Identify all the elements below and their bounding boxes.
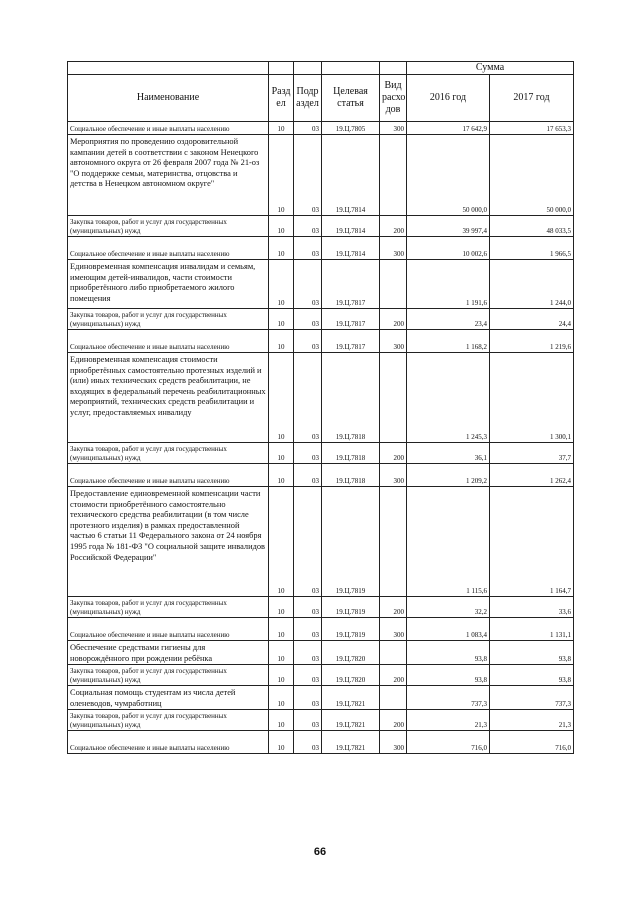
table-row xyxy=(68,443,574,464)
row-target: 19.Ц.7819 xyxy=(322,618,380,641)
row-value-2017: 1 164,7 xyxy=(490,487,574,597)
table-header xyxy=(68,62,574,122)
row-razdel: 10 xyxy=(269,731,294,754)
header-podrazdel: Подр аздел xyxy=(294,75,322,122)
row-value-2016: 10 002,6 xyxy=(407,237,490,260)
row-name: Единовременная компенсация инвалидам и семьям, имеющим детей-инвалидов, части стоимости приобретённого либо приобретаемого жилого помещения xyxy=(68,260,269,309)
row-target: 19.Ц.7821 xyxy=(322,731,380,754)
row-vid: 200 xyxy=(380,597,407,618)
row-vid: 300 xyxy=(380,330,407,353)
row-value-2017: 33,6 xyxy=(490,597,574,618)
row-podrazdel: 03 xyxy=(294,665,322,686)
row-value-2016: 36,1 xyxy=(407,443,490,464)
row-value-2016: 737,3 xyxy=(407,686,490,710)
row-name: Социальное обеспечение и иные выплаты населению xyxy=(68,237,269,260)
row-target: 19.Ц.7818 xyxy=(322,464,380,487)
row-razdel: 10 xyxy=(269,487,294,597)
row-target: 19.Ц.7814 xyxy=(322,237,380,260)
table-row xyxy=(68,731,574,754)
row-value-2016: 1 191,6 xyxy=(407,260,490,309)
row-podrazdel: 03 xyxy=(294,135,322,216)
row-podrazdel: 03 xyxy=(294,353,322,443)
row-vid: 300 xyxy=(380,731,407,754)
table-row xyxy=(68,686,574,710)
table-row xyxy=(68,597,574,618)
header-name-top xyxy=(68,62,269,75)
row-name: Закупка товаров, работ и услуг для государственных (муниципальных) нужд xyxy=(68,443,269,464)
row-target: 19.Ц.7817 xyxy=(322,330,380,353)
budget-table xyxy=(67,61,574,754)
header-vid-top xyxy=(380,62,407,75)
table-row xyxy=(68,216,574,237)
row-vid: 300 xyxy=(380,122,407,135)
row-name: Мероприятия по проведению оздоровительной кампании детей в соответствии с законом Ненецкого автономного округа от 26 февраля 2007 года № 21-оз "О поддержке семьи, материнства, отцовства и детства в Ненецком автономном округе" xyxy=(68,135,269,216)
row-podrazdel: 03 xyxy=(294,443,322,464)
row-name: Закупка товаров, работ и услуг для государственных (муниципальных) нужд xyxy=(68,710,269,731)
row-value-2017: 1 244,0 xyxy=(490,260,574,309)
row-target: 19.Ц.7818 xyxy=(322,353,380,443)
row-razdel: 10 xyxy=(269,353,294,443)
header-2016: 2016 год xyxy=(407,75,490,122)
row-podrazdel: 03 xyxy=(294,216,322,237)
budget-table-sheet xyxy=(67,61,573,754)
row-podrazdel: 03 xyxy=(294,237,322,260)
table-row xyxy=(68,464,574,487)
row-vid xyxy=(380,487,407,597)
row-podrazdel: 03 xyxy=(294,464,322,487)
table-row xyxy=(68,330,574,353)
row-value-2017: 1 219,6 xyxy=(490,330,574,353)
row-vid xyxy=(380,686,407,710)
header-target-top xyxy=(322,62,380,75)
row-vid: 200 xyxy=(380,216,407,237)
row-razdel: 10 xyxy=(269,641,294,665)
row-podrazdel: 03 xyxy=(294,641,322,665)
row-razdel: 10 xyxy=(269,309,294,330)
row-value-2017: 24,4 xyxy=(490,309,574,330)
row-value-2017: 93,8 xyxy=(490,641,574,665)
row-target: 19.Ц.7817 xyxy=(322,309,380,330)
row-target: 19.Ц.7814 xyxy=(322,216,380,237)
row-name: Закупка товаров, работ и услуг для государственных (муниципальных) нужд xyxy=(68,665,269,686)
row-razdel: 10 xyxy=(269,710,294,731)
table-row xyxy=(68,309,574,330)
row-value-2017: 50 000,0 xyxy=(490,135,574,216)
row-name: Социальное обеспечение и иные выплаты населению xyxy=(68,618,269,641)
row-razdel: 10 xyxy=(269,665,294,686)
row-razdel: 10 xyxy=(269,686,294,710)
table-body xyxy=(68,122,574,754)
row-value-2017: 737,3 xyxy=(490,686,574,710)
row-vid xyxy=(380,135,407,216)
row-name: Социальное обеспечение и иные выплаты населению xyxy=(68,731,269,754)
row-value-2016: 1 209,2 xyxy=(407,464,490,487)
row-vid: 300 xyxy=(380,618,407,641)
row-vid: 200 xyxy=(380,309,407,330)
row-razdel: 10 xyxy=(269,260,294,309)
row-razdel: 10 xyxy=(269,464,294,487)
row-vid xyxy=(380,260,407,309)
row-target: 19.Ц.7820 xyxy=(322,665,380,686)
row-value-2016: 1 245,3 xyxy=(407,353,490,443)
row-name: Предоставление единовременной компенсации части стоимости приобретённого самостоятельно технического средства реабилитации (в том числе протезного изделия) в рамках предоставленной частью 6 статьи 11 Федерального закона от 24 ноября 1995 года № 181-ФЗ "О социальной защите инвалидов Российской Федерации" xyxy=(68,487,269,597)
row-value-2016: 716,0 xyxy=(407,731,490,754)
table-row xyxy=(68,237,574,260)
row-target: 19.Ц.7818 xyxy=(322,443,380,464)
header-razdel-top xyxy=(269,62,294,75)
row-value-2016: 39 997,4 xyxy=(407,216,490,237)
header-summa: Сумма xyxy=(407,62,574,75)
header-target: Целевая статья xyxy=(322,75,380,122)
row-value-2016: 23,4 xyxy=(407,309,490,330)
row-razdel: 10 xyxy=(269,122,294,135)
row-razdel: 10 xyxy=(269,618,294,641)
row-razdel: 10 xyxy=(269,330,294,353)
table-row xyxy=(68,135,574,216)
row-value-2016: 93,8 xyxy=(407,641,490,665)
row-podrazdel: 03 xyxy=(294,330,322,353)
row-value-2016: 50 000,0 xyxy=(407,135,490,216)
row-podrazdel: 03 xyxy=(294,122,322,135)
row-target: 19.Ц.7821 xyxy=(322,686,380,710)
row-target: 19.Ц.7819 xyxy=(322,597,380,618)
table-row xyxy=(68,641,574,665)
row-podrazdel: 03 xyxy=(294,686,322,710)
row-target: 19.Ц.7819 xyxy=(322,487,380,597)
row-name: Социальная помощь студентам из числа детей оленеводов, чумработниц xyxy=(68,686,269,710)
row-vid: 200 xyxy=(380,710,407,731)
table-row xyxy=(68,122,574,135)
row-value-2017: 1 300,1 xyxy=(490,353,574,443)
table-row xyxy=(68,353,574,443)
row-name: Социальное обеспечение и иные выплаты населению xyxy=(68,464,269,487)
row-name: Социальное обеспечение и иные выплаты населению xyxy=(68,330,269,353)
row-podrazdel: 03 xyxy=(294,597,322,618)
row-vid xyxy=(380,641,407,665)
row-target: 19.Ц.7817 xyxy=(322,260,380,309)
table-row xyxy=(68,618,574,641)
row-value-2016: 17 642,9 xyxy=(407,122,490,135)
row-podrazdel: 03 xyxy=(294,710,322,731)
table-row xyxy=(68,487,574,597)
row-name: Закупка товаров, работ и услуг для государственных (муниципальных) нужд xyxy=(68,597,269,618)
row-podrazdel: 03 xyxy=(294,309,322,330)
row-value-2017: 17 653,3 xyxy=(490,122,574,135)
row-target: 19.Ц.7814 xyxy=(322,135,380,216)
header-name: Наименование xyxy=(68,75,269,122)
row-target: 19.Ц.7821 xyxy=(322,710,380,731)
row-value-2017: 93,8 xyxy=(490,665,574,686)
row-vid: 300 xyxy=(380,237,407,260)
row-razdel: 10 xyxy=(269,443,294,464)
row-vid: 200 xyxy=(380,665,407,686)
table-row xyxy=(68,260,574,309)
row-name: Социальное обеспечение и иные выплаты населению xyxy=(68,122,269,135)
row-razdel: 10 xyxy=(269,237,294,260)
header-2017: 2017 год xyxy=(490,75,574,122)
row-target: 19.Ц.7820 xyxy=(322,641,380,665)
row-name: Обеспечение средствами гигиены для новорождённого при рождении ребёнка xyxy=(68,641,269,665)
row-value-2017: 1 966,5 xyxy=(490,237,574,260)
row-value-2016: 1 168,2 xyxy=(407,330,490,353)
row-value-2016: 93,8 xyxy=(407,665,490,686)
row-podrazdel: 03 xyxy=(294,487,322,597)
row-vid xyxy=(380,353,407,443)
table-row xyxy=(68,665,574,686)
row-podrazdel: 03 xyxy=(294,618,322,641)
row-vid: 200 xyxy=(380,443,407,464)
row-razdel: 10 xyxy=(269,135,294,216)
row-value-2016: 1 115,6 xyxy=(407,487,490,597)
row-value-2017: 1 131,1 xyxy=(490,618,574,641)
row-name: Закупка товаров, работ и услуг для государственных (муниципальных) нужд xyxy=(68,309,269,330)
row-value-2017: 37,7 xyxy=(490,443,574,464)
header-vid: Вид расхо дов xyxy=(380,75,407,122)
row-name: Единовременная компенсация стоимости приобретённых самостоятельно протезных изделий и (или) иных технических средств реабилитации, не входящих в федеральный перечень реабилитационных мероприятий, технических средств реабилитации и услуг, предоставляемых инвалиду xyxy=(68,353,269,443)
row-value-2016: 21,3 xyxy=(407,710,490,731)
header-podrazdel-top xyxy=(294,62,322,75)
page-number: 66 xyxy=(313,846,327,858)
row-value-2016: 32,2 xyxy=(407,597,490,618)
row-vid: 300 xyxy=(380,464,407,487)
row-value-2017: 716,0 xyxy=(490,731,574,754)
row-podrazdel: 03 xyxy=(294,731,322,754)
row-name: Закупка товаров, работ и услуг для государственных (муниципальных) нужд xyxy=(68,216,269,237)
row-value-2017: 21,3 xyxy=(490,710,574,731)
header-razdel: Разд ел xyxy=(269,75,294,122)
row-target: 19.Ц.7805 xyxy=(322,122,380,135)
row-value-2016: 1 083,4 xyxy=(407,618,490,641)
row-value-2017: 1 262,4 xyxy=(490,464,574,487)
table-row xyxy=(68,710,574,731)
row-razdel: 10 xyxy=(269,597,294,618)
row-razdel: 10 xyxy=(269,216,294,237)
row-podrazdel: 03 xyxy=(294,260,322,309)
row-value-2017: 48 033,5 xyxy=(490,216,574,237)
